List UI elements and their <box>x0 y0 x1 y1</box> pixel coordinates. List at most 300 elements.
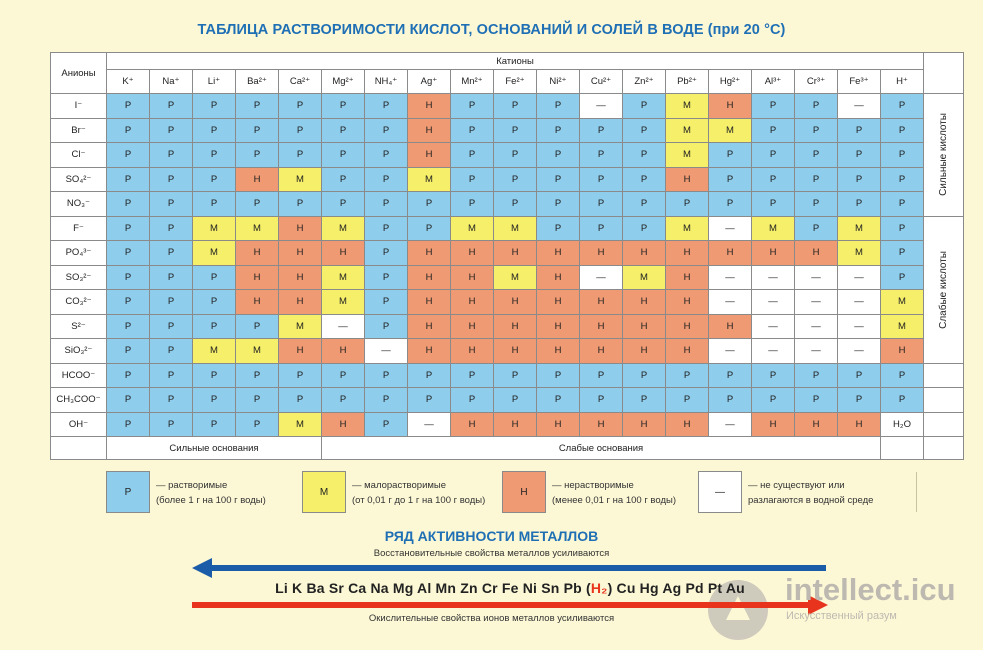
solubility-cell: Р <box>494 94 537 119</box>
metal-activity-series: Li K Ba Sr Ca Na Mg Al Mn Zn Cr Fe Ni Sn Pb (H₂) Cu Hg Ag Pd Pt Au <box>275 580 745 596</box>
solubility-cell: Р <box>666 388 709 413</box>
solubility-cell: Р <box>580 167 623 192</box>
anion-label: SiO₃²⁻ <box>51 339 107 364</box>
solubility-cell: Р <box>451 192 494 217</box>
solubility-cell: Н <box>752 241 795 266</box>
solubility-cell: Р <box>408 192 451 217</box>
weak-acids-label: Слабые кислоты <box>924 216 964 363</box>
solubility-cell: Р <box>365 167 408 192</box>
cation-header: Ag⁺ <box>408 70 451 94</box>
solubility-cell: Р <box>107 339 150 364</box>
hydrogen-label: H₂ <box>590 580 608 596</box>
solubility-cell: Н <box>623 290 666 315</box>
cation-header: Al³⁺ <box>752 70 795 94</box>
solubility-cell: — <box>838 339 881 364</box>
solubility-cell: Р <box>881 118 924 143</box>
solubility-cell: Р <box>107 192 150 217</box>
solubility-cell: Р <box>193 265 236 290</box>
solubility-cell: Р <box>881 388 924 413</box>
solubility-cell: М <box>279 314 322 339</box>
solubility-cell: Р <box>150 241 193 266</box>
solubility-cell: Р <box>193 412 236 437</box>
solubility-cell: Р <box>795 363 838 388</box>
anion-label: NO₃⁻ <box>51 192 107 217</box>
solubility-cell: М <box>451 216 494 241</box>
solubility-cell: Р <box>408 388 451 413</box>
solubility-cell: — <box>838 290 881 315</box>
solubility-cell: Р <box>666 192 709 217</box>
anion-label: SO₄²⁻ <box>51 167 107 192</box>
solubility-cell: Р <box>236 143 279 168</box>
solubility-cell: Р <box>236 192 279 217</box>
solubility-cell: Р <box>537 167 580 192</box>
solubility-cell: Н <box>709 94 752 119</box>
solubility-cell: Р <box>322 143 365 168</box>
page-title: ТАБЛИЦА РАСТВОРИМОСТИ КИСЛОТ, ОСНОВАНИЙ И СОЛЕЙ В ВОДЕ (при 20 °С) <box>197 22 786 38</box>
solubility-cell: Р <box>107 143 150 168</box>
legend-swatch-soluble: Р <box>106 471 150 513</box>
solubility-cell: Р <box>236 94 279 119</box>
solubility-cell: — <box>838 314 881 339</box>
solubility-cell: Р <box>236 363 279 388</box>
solubility-cell: Р <box>752 94 795 119</box>
solubility-cell: Р <box>623 118 666 143</box>
solubility-cell: М <box>623 265 666 290</box>
solubility-cell: Р <box>795 167 838 192</box>
anion-label: CH₃COO⁻ <box>51 388 107 413</box>
solubility-cell: М <box>752 216 795 241</box>
legend-text-nonexistent: — не существуют или разлагаются в водной среде <box>748 480 874 506</box>
solubility-cell: Р <box>365 290 408 315</box>
solubility-cell: Р <box>150 216 193 241</box>
solubility-cell: М <box>494 216 537 241</box>
solubility-cell: Н <box>666 339 709 364</box>
solubility-cell: Н <box>666 167 709 192</box>
solubility-cell: Н <box>408 290 451 315</box>
solubility-cell: H₂O <box>881 412 924 437</box>
solubility-cell: Р <box>451 388 494 413</box>
solubility-cell: Р <box>107 94 150 119</box>
solubility-cell: Н <box>795 412 838 437</box>
solubility-cell: Р <box>881 143 924 168</box>
solubility-cell: Н <box>279 216 322 241</box>
solubility-cell: Н <box>494 412 537 437</box>
solubility-cell: — <box>795 314 838 339</box>
solubility-cell: Р <box>107 216 150 241</box>
solubility-cell: — <box>795 290 838 315</box>
solubility-cell: Н <box>580 339 623 364</box>
solubility-cell: Р <box>838 192 881 217</box>
solubility-cell: Р <box>107 290 150 315</box>
solubility-cell: Р <box>494 167 537 192</box>
solubility-cell: Н <box>580 290 623 315</box>
solubility-cell: Р <box>236 314 279 339</box>
solubility-cell: — <box>709 290 752 315</box>
solubility-cell: Р <box>709 143 752 168</box>
solubility-cell: Н <box>494 314 537 339</box>
cation-header: Mn²⁺ <box>451 70 494 94</box>
solubility-cell: Р <box>365 314 408 339</box>
solubility-cell: Н <box>322 339 365 364</box>
solubility-cell: Н <box>408 143 451 168</box>
solubility-cell: Р <box>150 143 193 168</box>
anion-label: S²⁻ <box>51 314 107 339</box>
anion-label: PO₄³⁻ <box>51 241 107 266</box>
solubility-cell: Н <box>322 412 365 437</box>
solubility-cell: Р <box>107 167 150 192</box>
legend-text-insoluble: — нерастворимые (менее 0,01 г на 100 г воды) <box>552 480 676 506</box>
solubility-cell: Н <box>580 412 623 437</box>
solubility-cell: Р <box>107 388 150 413</box>
solubility-cell: М <box>236 339 279 364</box>
solubility-cell: Р <box>365 265 408 290</box>
solubility-cell: Р <box>752 388 795 413</box>
solubility-cell: Р <box>451 167 494 192</box>
solubility-cell: Р <box>150 412 193 437</box>
solubility-cell: Р <box>279 94 322 119</box>
anion-label: I⁻ <box>51 94 107 119</box>
solubility-cell: Р <box>838 118 881 143</box>
solubility-cell: — <box>795 339 838 364</box>
solubility-cell: Р <box>150 290 193 315</box>
solubility-cell: Р <box>451 118 494 143</box>
solubility-cell: Н <box>279 339 322 364</box>
solubility-cell: Р <box>881 363 924 388</box>
solubility-cell: Р <box>193 388 236 413</box>
cation-header: Na⁺ <box>150 70 193 94</box>
anion-label: SO₃²⁻ <box>51 265 107 290</box>
solubility-cell: Р <box>451 94 494 119</box>
solubility-cell: — <box>408 412 451 437</box>
solubility-cell: Р <box>408 216 451 241</box>
solubility-cell: Р <box>150 265 193 290</box>
solubility-cell: Р <box>881 94 924 119</box>
solubility-cell: Н <box>537 241 580 266</box>
solubility-cell: — <box>709 265 752 290</box>
solubility-cell: Р <box>150 388 193 413</box>
solubility-cell: Н <box>623 241 666 266</box>
solubility-cell: Р <box>150 339 193 364</box>
solubility-cell: Р <box>193 94 236 119</box>
strong-acids-label: Сильные кислоты <box>924 94 964 217</box>
solubility-cell: Р <box>881 241 924 266</box>
solubility-cell: М <box>838 216 881 241</box>
solubility-cell: Р <box>365 241 408 266</box>
solubility-cell: Р <box>107 265 150 290</box>
solubility-cell: Н <box>408 314 451 339</box>
solubility-cell: Р <box>236 412 279 437</box>
solubility-cell: Р <box>150 167 193 192</box>
solubility-cell: Р <box>494 388 537 413</box>
solubility-cell: Р <box>752 167 795 192</box>
solubility-cell: Н <box>838 412 881 437</box>
solubility-cell: Р <box>795 94 838 119</box>
solubility-cell: Н <box>236 167 279 192</box>
solubility-cell: М <box>666 94 709 119</box>
cation-header: Hg²⁺ <box>709 70 752 94</box>
solubility-cell: Р <box>365 118 408 143</box>
solubility-cell: Р <box>494 143 537 168</box>
solubility-cell: Н <box>537 412 580 437</box>
solubility-cell: Р <box>494 363 537 388</box>
solubility-cell: Р <box>322 388 365 413</box>
solubility-cell: Р <box>623 94 666 119</box>
solubility-cell: М <box>193 241 236 266</box>
solubility-cell: Р <box>236 118 279 143</box>
anion-label: Br⁻ <box>51 118 107 143</box>
solubility-cell: Р <box>193 143 236 168</box>
solubility-cell: Н <box>451 290 494 315</box>
weak-bases-label: Слабые основания <box>322 437 881 460</box>
watermark-site: intellect.icu <box>785 572 956 607</box>
solubility-cell: Р <box>623 216 666 241</box>
solubility-cell: М <box>709 118 752 143</box>
solubility-cell: М <box>322 265 365 290</box>
solubility-cell: Р <box>107 314 150 339</box>
solubility-cell: Н <box>451 314 494 339</box>
anion-label: F⁻ <box>51 216 107 241</box>
solubility-cell: — <box>580 94 623 119</box>
solubility-cell: Н <box>537 290 580 315</box>
cation-header: Ba²⁺ <box>236 70 279 94</box>
solubility-cell: Р <box>107 412 150 437</box>
solubility-cell: — <box>709 339 752 364</box>
solubility-cell: Р <box>107 363 150 388</box>
solubility-cell: Р <box>709 363 752 388</box>
solubility-cell: Р <box>709 167 752 192</box>
solubility-cell: Н <box>236 290 279 315</box>
solubility-cell: Н <box>537 339 580 364</box>
solubility-cell: Р <box>494 192 537 217</box>
solubility-cell: Н <box>451 339 494 364</box>
cation-header: K⁺ <box>107 70 150 94</box>
solubility-cell: М <box>193 339 236 364</box>
solubility-cell: Р <box>279 118 322 143</box>
solubility-cell: М <box>666 118 709 143</box>
solubility-cell: Н <box>623 412 666 437</box>
solubility-cell: Р <box>451 363 494 388</box>
solubility-cell: Н <box>494 241 537 266</box>
solubility-cell: Р <box>838 363 881 388</box>
solubility-cell: Р <box>881 265 924 290</box>
solubility-cell: Р <box>150 314 193 339</box>
legend-swatch-nonexistent: — <box>698 471 742 513</box>
solubility-cell: М <box>193 216 236 241</box>
solubility-cell: М <box>666 143 709 168</box>
solubility-cell: Р <box>795 388 838 413</box>
solubility-cell: Р <box>881 192 924 217</box>
solubility-cell: — <box>752 290 795 315</box>
cation-header: H⁺ <box>881 70 924 94</box>
solubility-cell: Н <box>580 241 623 266</box>
solubility-cell: Р <box>451 143 494 168</box>
solubility-cell: Н <box>408 241 451 266</box>
solubility-cell: Р <box>623 167 666 192</box>
solubility-cell: М <box>236 216 279 241</box>
solubility-cell: Н <box>451 265 494 290</box>
solubility-cell: Н <box>623 339 666 364</box>
solubility-cell: М <box>322 216 365 241</box>
solubility-cell: Р <box>236 388 279 413</box>
solubility-cell: Р <box>752 143 795 168</box>
solubility-cell: Р <box>580 216 623 241</box>
solubility-cell: Р <box>580 388 623 413</box>
legend-swatch-insoluble: Н <box>502 471 546 513</box>
solubility-cell: Н <box>408 265 451 290</box>
solubility-cell: Р <box>365 143 408 168</box>
solubility-cell: М <box>494 265 537 290</box>
solubility-cell: Р <box>494 118 537 143</box>
solubility-cell: — <box>322 314 365 339</box>
solubility-cell: Р <box>322 167 365 192</box>
solubility-cell: Н <box>279 241 322 266</box>
solubility-cell: Р <box>365 388 408 413</box>
solubility-cell: Р <box>408 363 451 388</box>
solubility-cell: Р <box>193 290 236 315</box>
solubility-cell: М <box>881 314 924 339</box>
solubility-cell: Р <box>150 192 193 217</box>
solubility-cell: М <box>666 216 709 241</box>
solubility-cell: Р <box>365 363 408 388</box>
solubility-cell: М <box>322 290 365 315</box>
solubility-cell: Р <box>150 363 193 388</box>
solubility-cell: Р <box>709 388 752 413</box>
solubility-cell: Н <box>322 241 365 266</box>
solubility-cell: Р <box>580 143 623 168</box>
solubility-cell: Р <box>623 143 666 168</box>
solubility-cell: Н <box>881 339 924 364</box>
solubility-cell: — <box>709 216 752 241</box>
solubility-cell: — <box>365 339 408 364</box>
solubility-cell: Р <box>537 143 580 168</box>
solubility-cell: Р <box>279 388 322 413</box>
solubility-cell: Н <box>666 314 709 339</box>
anions-header: Анионы <box>51 53 107 94</box>
solubility-cell: Р <box>881 167 924 192</box>
solubility-cell: Н <box>666 412 709 437</box>
solubility-cell: Р <box>279 192 322 217</box>
solubility-cell: — <box>709 412 752 437</box>
cations-header: Катионы <box>107 53 924 70</box>
solubility-cell: Р <box>795 118 838 143</box>
solubility-cell: Н <box>537 265 580 290</box>
solubility-cell: Р <box>752 118 795 143</box>
solubility-cell: М <box>881 290 924 315</box>
solubility-cell: Н <box>709 314 752 339</box>
solubility-cell: Р <box>365 412 408 437</box>
solubility-cell: Н <box>408 339 451 364</box>
solubility-cell: Р <box>881 216 924 241</box>
solubility-cell: Р <box>365 192 408 217</box>
cation-header: Cu²⁺ <box>580 70 623 94</box>
solubility-cell: Н <box>580 314 623 339</box>
solubility-cell: Р <box>365 94 408 119</box>
legend-swatch-slightly-soluble: М <box>302 471 346 513</box>
solubility-cell: Н <box>666 265 709 290</box>
solubility-cell: Н <box>666 241 709 266</box>
solubility-cell: Р <box>537 118 580 143</box>
cation-header: Mg²⁺ <box>322 70 365 94</box>
solubility-cell: Н <box>494 339 537 364</box>
cation-header: Zn²⁺ <box>623 70 666 94</box>
solubility-cell: Р <box>193 167 236 192</box>
solubility-cell: Н <box>709 241 752 266</box>
solubility-cell: — <box>838 94 881 119</box>
solubility-cell: Р <box>838 388 881 413</box>
solubility-cell: Р <box>150 94 193 119</box>
cation-header: Cr³⁺ <box>795 70 838 94</box>
solubility-cell: М <box>279 412 322 437</box>
solubility-cell: Р <box>580 118 623 143</box>
anion-label: OH⁻ <box>51 412 107 437</box>
solubility-cell: Р <box>322 192 365 217</box>
solubility-cell: Н <box>451 412 494 437</box>
solubility-cell: Н <box>537 314 580 339</box>
red-right-arrow-icon <box>192 595 828 615</box>
solubility-cell: — <box>838 265 881 290</box>
solubility-cell: Н <box>408 118 451 143</box>
solubility-cell: Р <box>623 388 666 413</box>
solubility-cell: Р <box>580 363 623 388</box>
solubility-cell: Р <box>537 216 580 241</box>
solubility-cell: Р <box>193 314 236 339</box>
cation-header: Pb²⁺ <box>666 70 709 94</box>
activity-series-title: РЯД АКТИВНОСТИ МЕТАЛЛОВ <box>384 528 599 544</box>
cation-header: NH₄⁺ <box>365 70 408 94</box>
legend-text-soluble: — растворимые (более 1 г на 100 г воды) <box>156 480 266 506</box>
cation-header: Li⁺ <box>193 70 236 94</box>
solubility-cell: Р <box>666 363 709 388</box>
solubility-cell: — <box>795 265 838 290</box>
solubility-cell: Р <box>322 94 365 119</box>
solubility-cell: — <box>752 265 795 290</box>
blue-left-arrow-icon <box>192 558 826 578</box>
oxidizing-properties-label: Окислительные свойства ионов металлов усиливаются <box>368 613 615 624</box>
solubility-cell: Р <box>193 363 236 388</box>
solubility-cell: — <box>580 265 623 290</box>
anion-label: HCOO⁻ <box>51 363 107 388</box>
solubility-cell: Р <box>795 216 838 241</box>
anion-label: Cl⁻ <box>51 143 107 168</box>
solubility-cell: Н <box>494 290 537 315</box>
solubility-cell: Н <box>408 94 451 119</box>
watermark-subtitle: Искусственный разум <box>786 610 897 622</box>
solubility-cell: — <box>752 314 795 339</box>
solubility-cell: Р <box>150 118 193 143</box>
solubility-cell: Н <box>623 314 666 339</box>
solubility-cell: Р <box>709 192 752 217</box>
solubility-cell: М <box>279 167 322 192</box>
solubility-cell: Н <box>279 290 322 315</box>
solubility-cell: Р <box>193 118 236 143</box>
solubility-cell: Р <box>107 241 150 266</box>
legend-text-slightly-soluble: — малорастворимые (от 0,01 г до 1 г на 100 г воды) <box>352 480 486 506</box>
solubility-cell: Р <box>795 143 838 168</box>
anion-label: CO₃²⁻ <box>51 290 107 315</box>
cation-header: Ca²⁺ <box>279 70 322 94</box>
cation-header: Fe³⁺ <box>838 70 881 94</box>
solubility-cell: Р <box>365 216 408 241</box>
cation-header: Ni²⁺ <box>537 70 580 94</box>
solubility-cell: М <box>408 167 451 192</box>
solubility-cell: Р <box>580 192 623 217</box>
solubility-cell: Р <box>322 118 365 143</box>
solubility-cell: Р <box>623 192 666 217</box>
cation-header: Fe²⁺ <box>494 70 537 94</box>
solubility-cell: Р <box>752 192 795 217</box>
solubility-cell: Н <box>236 265 279 290</box>
solubility-cell: Р <box>279 363 322 388</box>
